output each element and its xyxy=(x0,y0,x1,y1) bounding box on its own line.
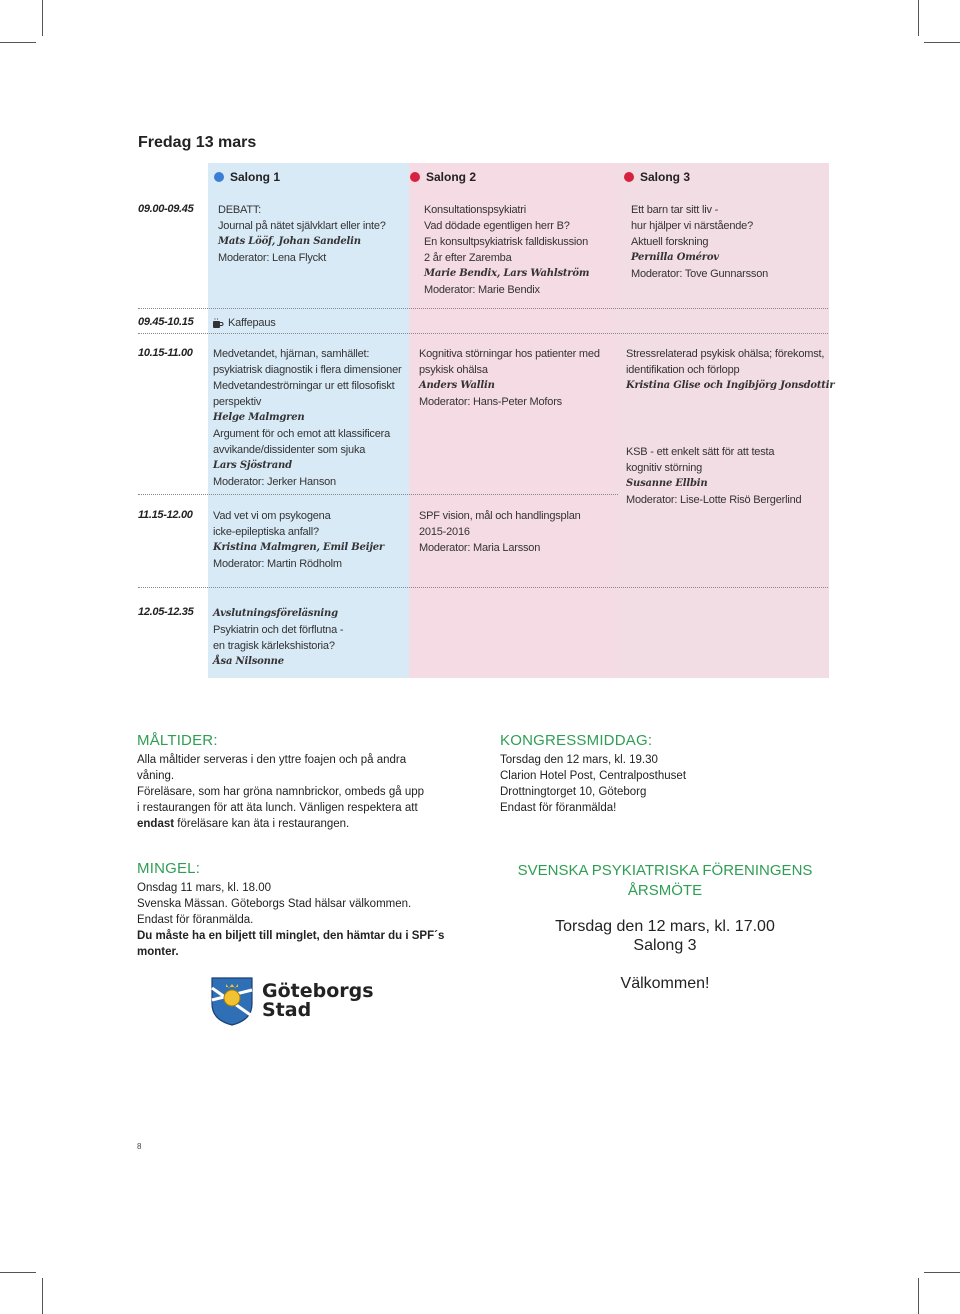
speaker-names: Pernilla Omérov xyxy=(631,252,719,263)
time-slot: 09.00-09.45 xyxy=(138,203,194,215)
salong3-label: Salong 3 xyxy=(640,170,691,184)
speaker-names: Mats Lööf, Johan Sandelin xyxy=(218,236,361,247)
red-dot-icon xyxy=(624,172,634,182)
session-salong2-1015 xyxy=(419,346,600,410)
text-line: Drottningtorget 10, Göteborg xyxy=(500,786,647,798)
moderator: Moderator: Marie Bendix xyxy=(424,284,540,296)
logo-text: Stad xyxy=(262,999,312,1021)
text-line: Clarion Hotel Post, Centralposthuset xyxy=(500,770,687,782)
text-line: Föreläsare, som har gröna namnbrickor, ombeds gå upp xyxy=(137,786,425,798)
session-line: psykiatrisk diagnostik i flera dimensioner xyxy=(213,364,402,376)
session-line: Vad dödade egentligen herr B? xyxy=(424,220,570,232)
divider xyxy=(138,587,828,588)
session-line: 2 år efter Zaremba xyxy=(424,252,512,264)
time-slot: 10.15-11.00 xyxy=(138,347,193,359)
salong2-header xyxy=(410,170,476,184)
blue-dot-icon xyxy=(214,172,224,182)
divider xyxy=(138,333,828,334)
title-line: SVENSKA PSYKIATRISKA FÖRENINGENS xyxy=(517,862,813,879)
time-slot: 11.15-12.00 xyxy=(138,509,193,521)
session-salong3-1015 xyxy=(626,346,834,394)
speaker-names: Åsa Nilsonne xyxy=(213,656,284,667)
session-line: Journal på nätet självklart eller inte? xyxy=(218,220,386,232)
logo-text: Göteborgs xyxy=(262,980,374,1002)
salong1-label: Salong 1 xyxy=(230,170,281,184)
moderator: Moderator: Lise-Lotte Risö Bergerlind xyxy=(626,494,802,506)
text-line: våning. xyxy=(137,770,175,782)
moderator: Moderator: Tove Gunnarsson xyxy=(631,268,769,280)
text-line: Onsdag 11 mars, kl. 18.00 xyxy=(137,882,272,894)
title-line: ÅRSMÖTE xyxy=(627,882,703,899)
crop-mark xyxy=(924,42,960,43)
text-line: Du måste ha en biljett till minglet, den hämtar du i SPF´s xyxy=(137,930,445,942)
text-line: i restaurangen för att äta lunch. Vänligen respektera att xyxy=(137,802,418,814)
moderator: Moderator: Jerker Hanson xyxy=(213,476,336,488)
session-line: icke-epileptiska anfall? xyxy=(213,526,319,538)
speaker-names: Marie Bendix, Lars Wahlström xyxy=(424,268,590,279)
maltider-title: MÅLTIDER: xyxy=(137,732,218,749)
speaker-names: Kristina Malmgren, Emil Beijer xyxy=(213,542,384,553)
crop-mark xyxy=(918,0,919,36)
salong2-label: Salong 2 xyxy=(426,170,477,184)
red-dot-icon xyxy=(410,172,420,182)
session-line: psykisk ohälsa xyxy=(419,364,488,376)
crop-mark xyxy=(0,42,36,43)
text-line: Torsdag den 12 mars, kl. 19.30 xyxy=(500,754,658,766)
time-slot: 09.45-10.15 xyxy=(138,316,194,328)
text-line: Endast för föranmälda! xyxy=(500,802,617,814)
mingel-text xyxy=(137,880,444,960)
kongress-text xyxy=(500,752,686,816)
page-number: 8 xyxy=(137,1142,142,1151)
salong1-header xyxy=(214,170,280,184)
session-salong3-0900 xyxy=(631,202,768,282)
session-salong2-0900 xyxy=(424,202,589,298)
moderator: Moderator: Hans-Peter Mofors xyxy=(419,396,562,408)
arsmote-details xyxy=(500,917,830,955)
session-line: Medvetandeströrningar ur ett filosofiskt xyxy=(213,380,395,392)
session-line: Argument för och emot att klassificera xyxy=(213,428,391,440)
session-salong2-1115 xyxy=(419,508,581,556)
session-salong3-ksb xyxy=(626,444,801,508)
session-salong1-1205 xyxy=(213,606,343,670)
session-line: kognitiv störning xyxy=(626,462,703,474)
speaker-names: Kristina Glise och Ingibjörg Jonsdottir xyxy=(626,380,835,391)
text-line: Torsdag den 12 mars, kl. 17.00 xyxy=(555,918,775,935)
session-line: hur hjälper vi närstående? xyxy=(631,220,753,232)
text-line: Svenska Mässan. Göteborgs Stad hälsar välkommen. xyxy=(137,898,412,910)
maltider-text xyxy=(137,752,424,832)
text-line: Salong 3 xyxy=(633,937,697,954)
text-line: monter. xyxy=(137,946,179,958)
speaker-names: Lars Sjöstrand xyxy=(213,460,292,471)
session-line: En konsultpsykiatrisk falldiskussion xyxy=(424,236,588,248)
time-slot: 12.05-12.35 xyxy=(138,606,194,618)
arsmote-title xyxy=(500,861,830,901)
emphasis: endast xyxy=(137,818,175,830)
coffee-break xyxy=(212,315,276,331)
city-crest-icon xyxy=(210,976,254,1026)
session-line: Ett barn tar sitt liv - xyxy=(631,204,719,216)
welcome-text: Välkommen! xyxy=(620,975,710,992)
crop-mark xyxy=(42,0,43,36)
session-line: Stressrelaterad psykisk ohälsa; förekomst, xyxy=(626,348,825,360)
session-line: Psykiatrin och det förflutna - xyxy=(213,624,344,636)
session-line: Medvetandet, hjärnan, samhället: xyxy=(213,348,370,360)
session-line: 2015-2016 xyxy=(419,526,470,538)
session-line: SPF vision, mål och handlingsplan xyxy=(419,510,581,522)
day-title: Fredag 13 mars xyxy=(138,134,257,151)
coffee-label: Kaffepaus xyxy=(228,317,276,329)
session-line: KSB - ett enkelt sätt för att testa xyxy=(626,446,775,458)
session-salong1-1115 xyxy=(213,508,384,572)
moderator: Moderator: Martin Rödholm xyxy=(213,558,342,570)
moderator: Moderator: Maria Larsson xyxy=(419,542,541,554)
divider xyxy=(138,494,618,495)
goteborgs-stad-logo xyxy=(210,976,374,1026)
session-line: identifikation och förlopp xyxy=(626,364,740,376)
session-salong1-1015 xyxy=(213,346,401,490)
speaker-names: Anders Wallin xyxy=(419,380,495,391)
session-line: Kognitiva störningar hos patienter med xyxy=(419,348,600,360)
speaker-names: Susanne Ellbin xyxy=(626,478,708,489)
session-title: Avslutningsföreläsning xyxy=(213,608,338,619)
crop-mark xyxy=(0,1272,36,1273)
text-fragment: föreläsare kan äta i restaurangen. xyxy=(174,818,350,830)
mingel-title: MINGEL: xyxy=(137,860,201,877)
session-salong1-0900 xyxy=(218,202,386,266)
session-line: en tragisk kärlekshistoria? xyxy=(213,640,335,652)
text-line: Endast för föranmälda. xyxy=(137,914,254,926)
speaker-names: Helge Malmgren xyxy=(213,412,305,423)
text-line: Alla måltider serveras i den yttre foajen och på andra xyxy=(137,754,407,766)
divider xyxy=(138,308,828,309)
crop-mark xyxy=(42,1278,43,1314)
coffee-cup-icon xyxy=(212,317,224,329)
moderator: Moderator: Lena Flyckt xyxy=(218,252,327,264)
session-line: DEBATT: xyxy=(218,204,262,216)
session-line: avvikande/dissidenter som sjuka xyxy=(213,444,366,456)
text-line xyxy=(137,816,424,832)
session-line: Konsultationspsykiatri xyxy=(424,204,526,216)
session-line: Aktuell forskning xyxy=(631,236,709,248)
session-line: Vad vet vi om psykogena xyxy=(213,510,331,522)
crop-mark xyxy=(924,1272,960,1273)
kongress-title: KONGRESSMIDDAG: xyxy=(500,732,653,749)
salong3-header xyxy=(624,170,690,184)
crop-mark xyxy=(918,1278,919,1314)
session-line: perspektiv xyxy=(213,396,262,408)
